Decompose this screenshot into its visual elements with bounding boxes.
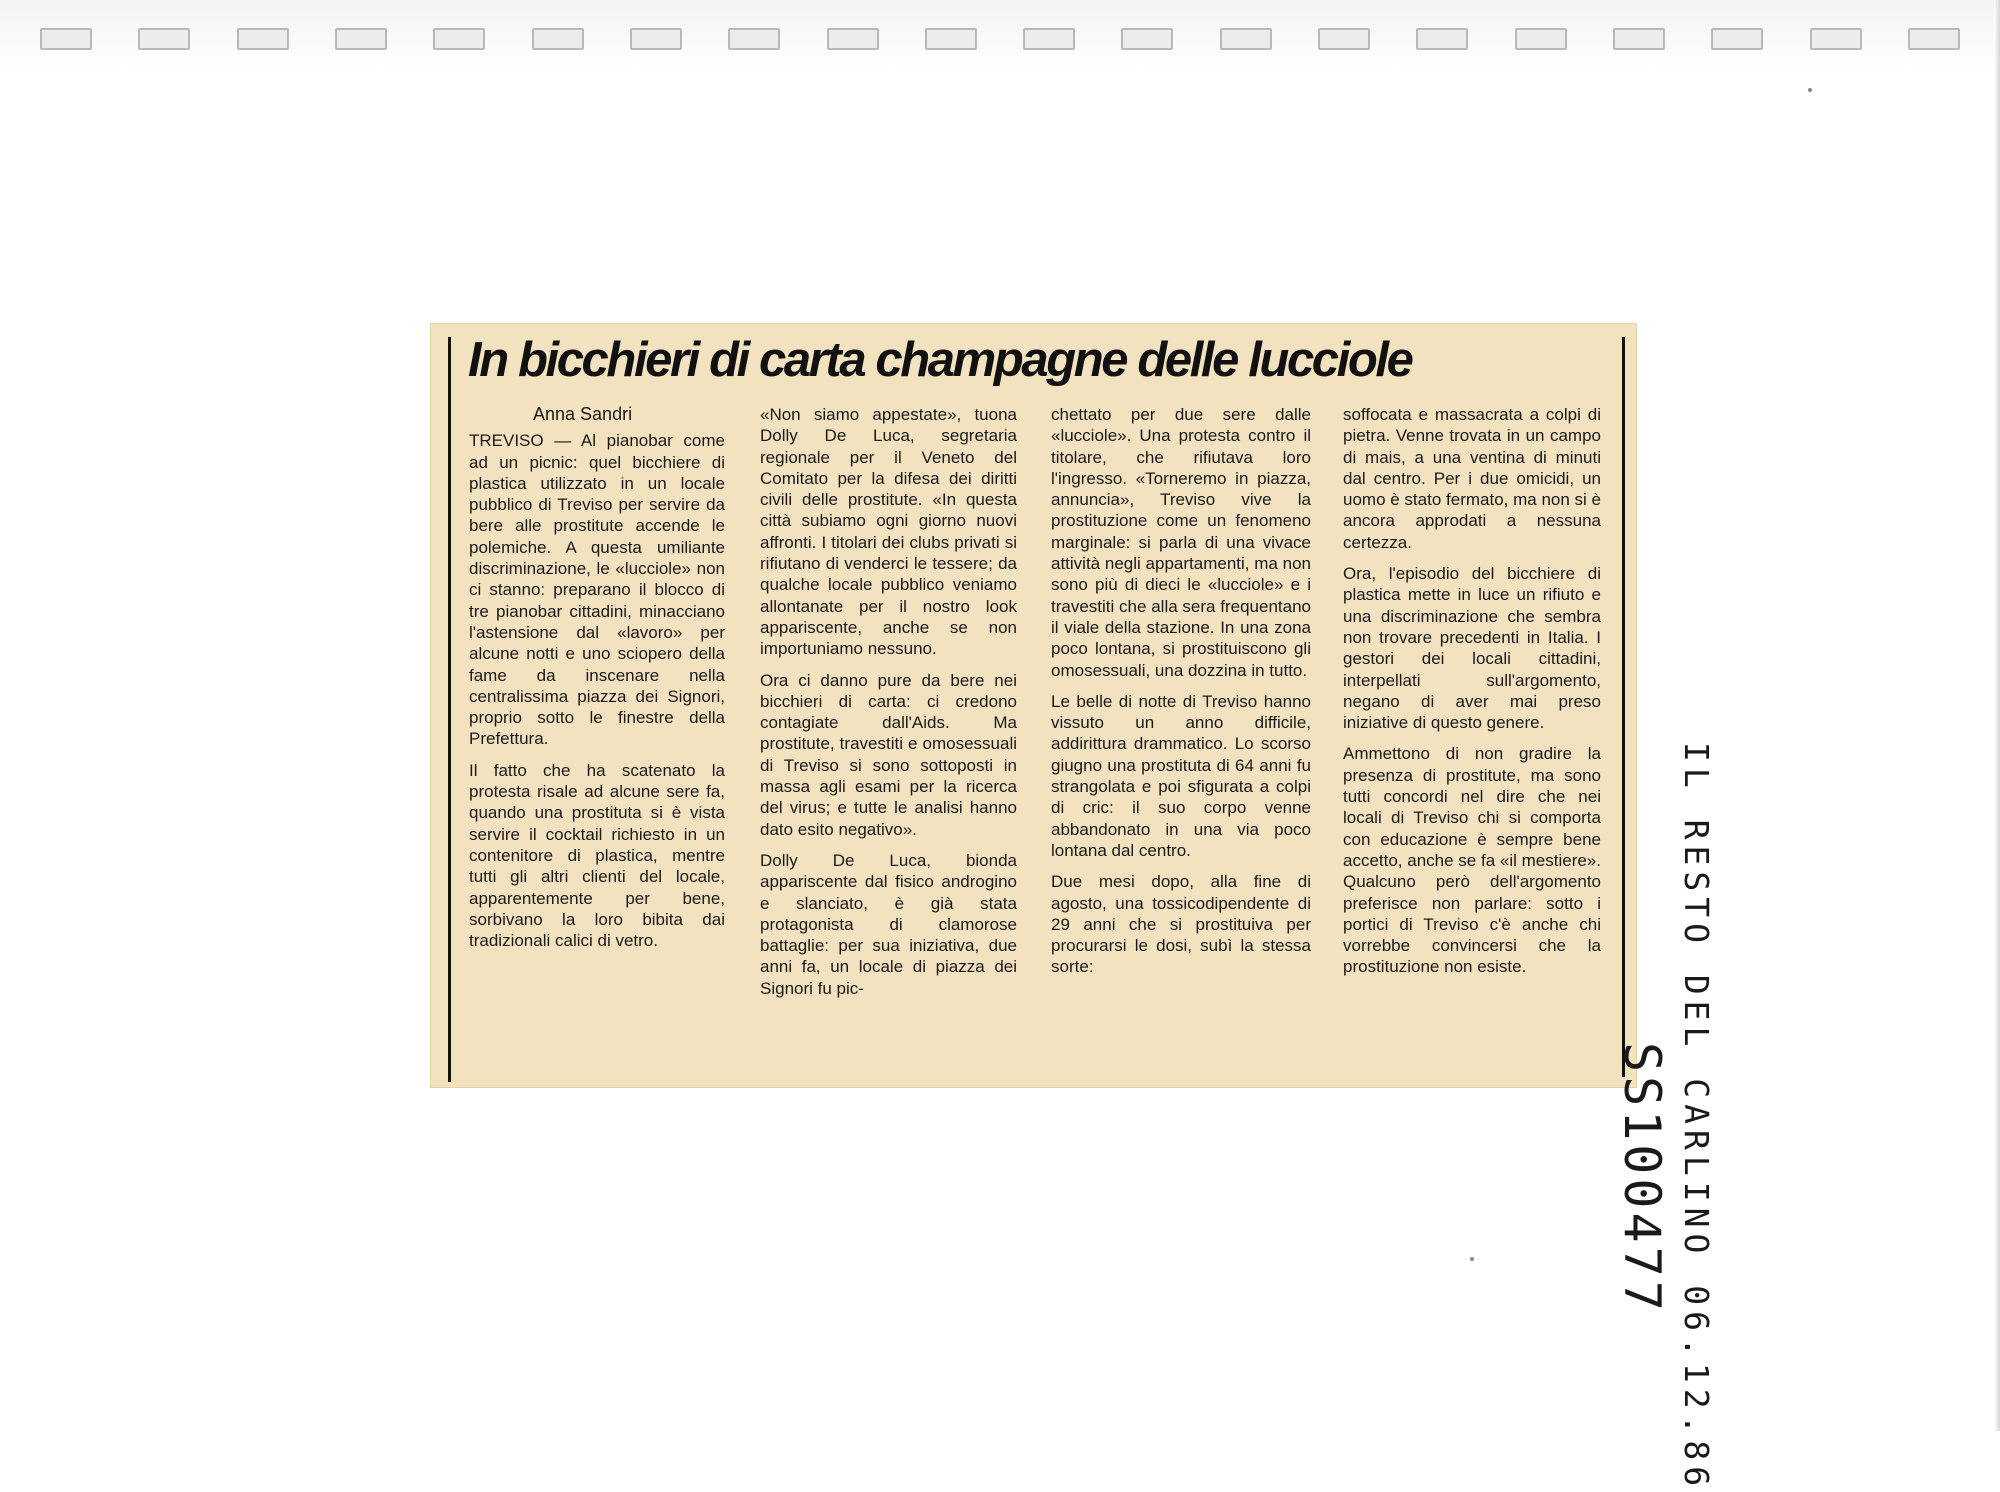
binder-hole xyxy=(1220,28,1272,50)
binder-hole xyxy=(827,28,879,50)
paragraph: Il fatto che ha scatenato la protesta risale ad alcune sere fa, quando una prostituta si è vista servire il cocktail richiesto in un contenitore di plastica, mentre tutti gli altri clienti del locale, apparentemente per bene, sorbivano la loro bibita dai tradizionali calici di vetro. xyxy=(469,760,725,951)
binder-hole xyxy=(1318,28,1370,50)
binder-hole xyxy=(1711,28,1763,50)
paragraph: TREVISO — Al pianobar come ad un picnic: quel bicchiere di plastica utilizzato in un locale pubblico di Treviso per servire da bere alle prostitute accende le polemiche. A questa umiliante discriminazione, le «lucciole» non ci stanno: preparano il blocco di tre pianobar cittadini, minacciano l'astensione dal «lavoro» per alcune notti e uno sciopero della fame da inscenare nella centralissima piazza dei Signori, proprio sotto le finestre della Prefettura. xyxy=(469,431,725,749)
binder-hole xyxy=(40,28,92,50)
article-column-1 xyxy=(469,404,725,961)
binder-holes xyxy=(40,28,1960,54)
article-column-4 xyxy=(1343,404,1601,988)
page-edge xyxy=(1994,0,2000,1431)
binder-hole xyxy=(1613,28,1665,50)
paragraph: «Non siamo appestate», tuona Dolly De Luca, segretaria regionale per il Veneto del Comitato per la difesa dei diritti civili delle prostitute. «In questa città subiamo ogni giorno nuovi affronti. I titolari dei clubs privati si rifiutano di venderci le tessere; da qualche locale pubblico veniamo allontanate per il nostro look appariscente, anche se non importuniamo nessuno. xyxy=(760,405,1017,659)
speck xyxy=(1808,88,1812,92)
binder-hole xyxy=(237,28,289,50)
binder-hole xyxy=(1121,28,1173,50)
paragraph: Dolly De Luca, bionda appariscente dal fisico androgino e slanciato, è già stata protagonista di clamorose battaglie: per sua iniziativa, due anni fa, un locale di piazza dei Signori fu pic- xyxy=(760,850,1017,998)
binder-strip xyxy=(0,0,2000,70)
article-headline: In bicchieri di carta champagne delle lucciole xyxy=(468,333,1412,387)
paragraph: chettato per due sere dalle «lucciole». Una protesta contro il titolare, che rifiutava loro l'ingresso. «Torneremo in piazza, annuncia», Treviso vive la prostituzione come un fenomeno marginale: si parla di una vivace attività negli appartamenti, ma non sono più di dieci le «lucciole» e i travestiti che alla sera frequentano il viale della stazione. In una zona poco lontana, si prostituiscono gli omosessuali, una dozzina in tutto. xyxy=(1051,405,1311,680)
binder-hole xyxy=(138,28,190,50)
paragraph: Due mesi dopo, alla fine di agosto, una tossicodipendente di 29 anni che si prostituiva per procurarsi le dosi, subì la stessa sorte: xyxy=(1051,872,1311,977)
byline: Anna Sandri xyxy=(533,404,633,424)
binder-hole xyxy=(1023,28,1075,50)
binder-hole xyxy=(925,28,977,50)
article-column-2 xyxy=(760,404,1017,1009)
binder-hole xyxy=(1515,28,1567,50)
binder-hole xyxy=(335,28,387,50)
binder-hole xyxy=(433,28,485,50)
binder-hole xyxy=(532,28,584,50)
paragraph: Ora, l'episodio del bicchiere di plastica mette in luce un rifiuto e una discriminazione che sembra non trovare precedenti in Italia. I gestori dei locali cittadini, interpellati sull'argomento, negano di aver mai preso iniziative di questo genere. xyxy=(1343,564,1601,733)
binder-hole xyxy=(630,28,682,50)
speck xyxy=(1470,1257,1474,1261)
paragraph: Le belle di notte di Treviso hanno vissuto un anno difficile, addirittura drammatico. Lo scorso giugno una prostituta di 64 anni fu strangolata e poi sfigurata a colpi di cric: il suo corpo venne abbandonato in una via poco lontana dal centro. xyxy=(1051,691,1311,860)
binder-hole xyxy=(728,28,780,50)
binder-hole xyxy=(1908,28,1960,50)
paragraph: Ora ci danno pure da bere nei bicchieri di carta: ci credono contagiate dall'Aids. Ma prostitute, travestiti e omosessuali di Treviso si sono sottoposti in massa agli esami per la ricerca del virus; e tutte le analisi hanno dato esito negativo». xyxy=(760,670,1017,839)
binder-hole xyxy=(1416,28,1468,50)
article-column-3 xyxy=(1051,404,1311,988)
paragraph: soffocata e massacrata a colpi di pietra. Venne trovata in un campo di mais, a una ventina di minuti dal centro. Per i due omicidi, un uomo è stato fermato, ma non si è ancora approdati a nessuna certezza. xyxy=(1343,405,1601,552)
handwritten-code: SS100477 xyxy=(1613,1042,1671,1315)
handwritten-source: IL RESTO DEL CARLINO 06.12.86 xyxy=(1677,742,1716,1492)
paragraph: Ammettono di non gradire la presenza di prostitute, ma sono tutti concordi nel dire che nei locali di Treviso chi si comporta con educazione è sempre bene accetto, anche se fa «il mestiere». Qualcuno però dell'argomento preferisce non parlare: sotto i portici di Treviso c'è anche chi vorrebbe convincersi che la prostituzione non esiste. xyxy=(1343,744,1601,977)
binder-hole xyxy=(1810,28,1862,50)
handwritten-annotation xyxy=(1592,742,1718,1492)
column-rule-left xyxy=(448,337,451,1082)
